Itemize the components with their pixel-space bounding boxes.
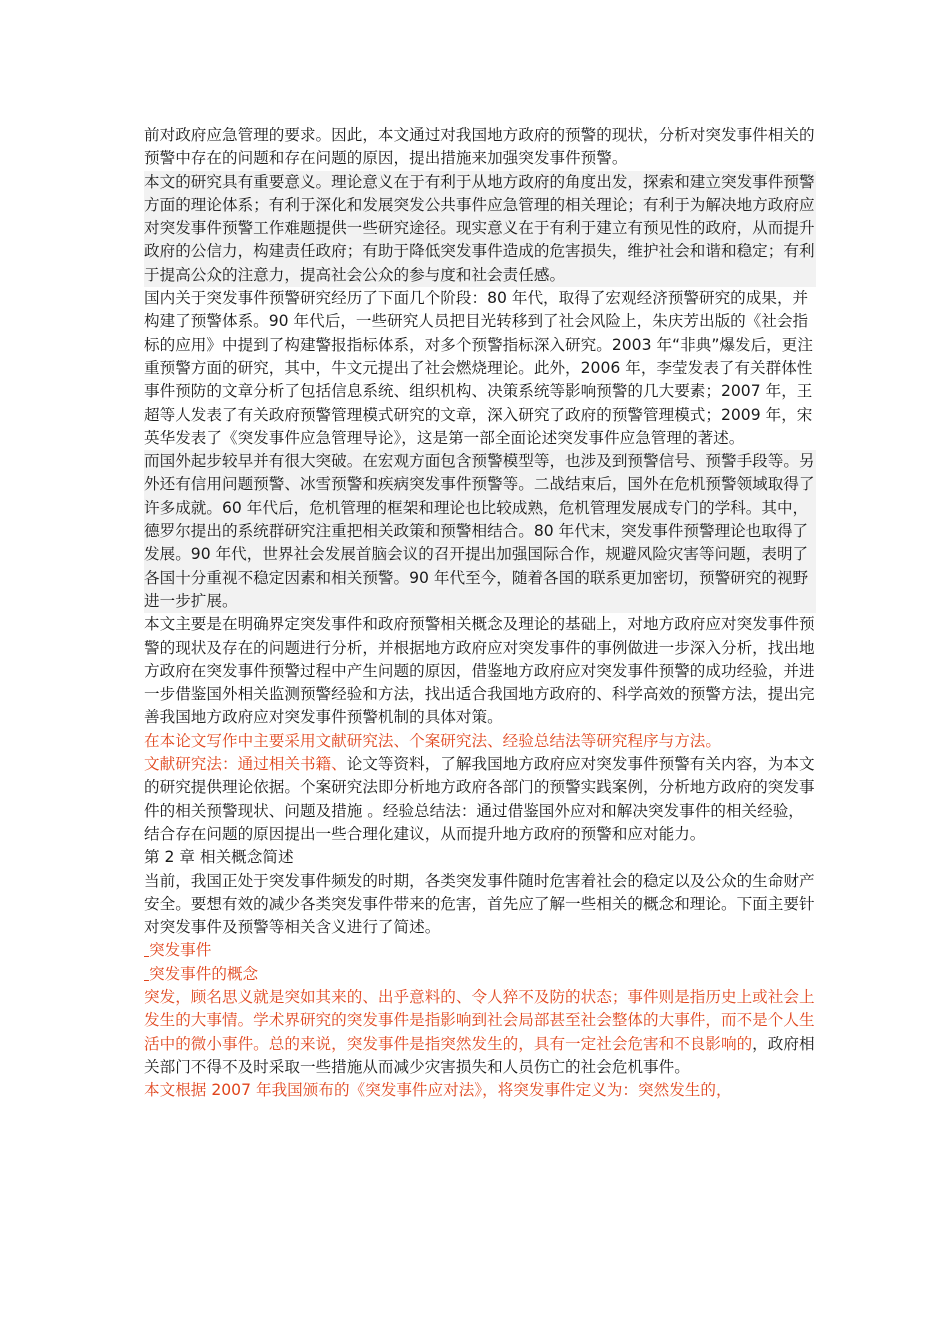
paragraph-intro-end: 前对政府应急管理的要求。因此，本文通过对我国地方政府的预警的现状，分析对突发事件相关的预警中存在的问题和存在问题的原因，提出措施来加强突发事件预警。	[144, 126, 815, 168]
concept-red-text: 突发，顾名思义就是突如其来的、出乎意料的、令人猝不及防的状态；事件则是指历史上或社会上发生的大事情。学术界研究的突发事件是指影响到社会局部甚至社会整体的大事件，而不是个人生活中的微小事件。总的来说，突发事件是指突然发生的，具有一定社会危害和不良影响的	[144, 987, 815, 1053]
paragraph-significance: 本文的研究具有重要意义。理论意义在于有利于从地方政府的角度出发，探索和建立突发事件预警方面的理论体系；有利于深化和发展突发公共事件应急管理的相关理论；有利于为解决地方政府应对突发事件预警工作难题提供一些研究途径。现实意义在于有利于建立有预见性的政府，从而提升政府的公信力，构建责任政府；有助于降低突发事件造成的危害损失，维护社会和谐和稳定；有利于提高公众的注意力，提高社会公众的参与度和社会责任感。	[144, 171, 816, 287]
paragraph-foreign-research: 而国外起步较早并有很大突破。在宏观方面包含预警模型等，也涉及到预警信号、预警手段等。另外还有信用问题预警、冰雪预警和疾病突发事件预警等。二战结束后，国外在危机预警领域取得了许多成就。60 年代后，危机管理的框架和理论也比较成熟，危机管理发展成专门的学科。其中，德罗尔提出的系统群研究注重把相关政策和预警相结合。80 年代末，突发事件预警理论也取得了发展。90 年代，世界社会发展首脑会议的召开提出加强国际合作，规避风险灾害等问题，表明了各国十分重视不稳定因素和相关预警。90 年代至今，随着各国的联系更加密切，预警研究的视野进一步扩展。	[144, 450, 816, 613]
paragraph-methods-detail	[144, 753, 816, 846]
paragraph-concept-definition	[144, 986, 816, 1079]
chapter-2-heading: 第 2 章 相关概念简述	[144, 848, 294, 867]
methods-lead-red: 文献研究法：通过相关书籍、	[144, 755, 347, 774]
paragraph-law-definition: 本文根据 2007 年我国颁布的《突发事件应对法》，将突发事件定义为：突然发生的，	[144, 1081, 732, 1100]
concept-black-text: ，政府相关部门不得不及时采取一些措施从而减少灾害损失和人员伤亡的社会危机事件。	[144, 1034, 815, 1076]
section-heading-emergency: 突发事件	[148, 941, 212, 960]
document-body	[144, 124, 816, 1102]
subsection-heading-concept: 突发事件的概念	[148, 964, 259, 983]
paragraph-research-content: 本文主要是在明确界定突发事件和政府预警相关概念及理论的基础上，对地方政府应对突发事件预警的现状及存在的问题进行分析，并根据地方政府应对突发事件的事例做进一步深入分析，找出地方政府在突发事件预警过程中产生问题的原因，借鉴地方政府应对突发事件预警的成功经验，并进一步借鉴国外相关监测预警经验和方法，找出适合我国地方政府的、科学高效的预警方法，提出完善我国地方政府应对突发事件预警机制的具体对策。	[144, 615, 815, 727]
paragraph-methods-summary: 在本论文写作中主要采用文献研究法、个案研究法、经验总结法等研究程序与方法。	[144, 731, 721, 750]
paragraph-domestic-research: 国内关于突发事件预警研究经历了下面几个阶段：80 年代，取得了宏观经济预警研究的成果，并构建了预警体系。90 年代后，一些研究人员把目光转移到了社会风险上，朱庆芳出版的《社会指标的应用》中提到了构建警报指标体系，对多个预警指标深入研究。2003 年“非典”爆发后，更注重预警方面的研究，其中，牛文元提出了社会燃烧理论。此外，2006 年，李莹发表了有关群体性事件预防的文章分析了包括信息系统、组织机构、决策系统等影响预警的几大要素；2007 年，王超等人发表了有关政府预警管理模式研究的文章，深入研究了政府的预警管理模式；2009 年，宋英华发表了《突发事件应急管理导论》，这是第一部全面论述突发事件应急管理的著述。	[144, 289, 813, 447]
methods-rest: 论文等资料，了解我国地方政府应对突发事件预警有关内容，为本文的研究提供理论依据。个案研究法即分析地方政府各部门的预警实践案例，分析地方政府的突发事件的相关预警现状、问题及措施 。经验总结法：通过借鉴国外应对和解决突发事件的相关经验，结合存在问题的原因提出一些合理化建议，从而提升地方政府的预警和应对能力。	[144, 755, 815, 843]
paragraph-chapter2-intro: 当前，我国正处于突发事件频发的时期，各类突发事件随时危害着社会的稳定以及公众的生命财产安全。要想有效的减少各类突发事件带来的危害，首先应了解一些相关的概念和理论。下面主要针对突发事件及预警等相关含义进行了简述。	[144, 871, 815, 937]
